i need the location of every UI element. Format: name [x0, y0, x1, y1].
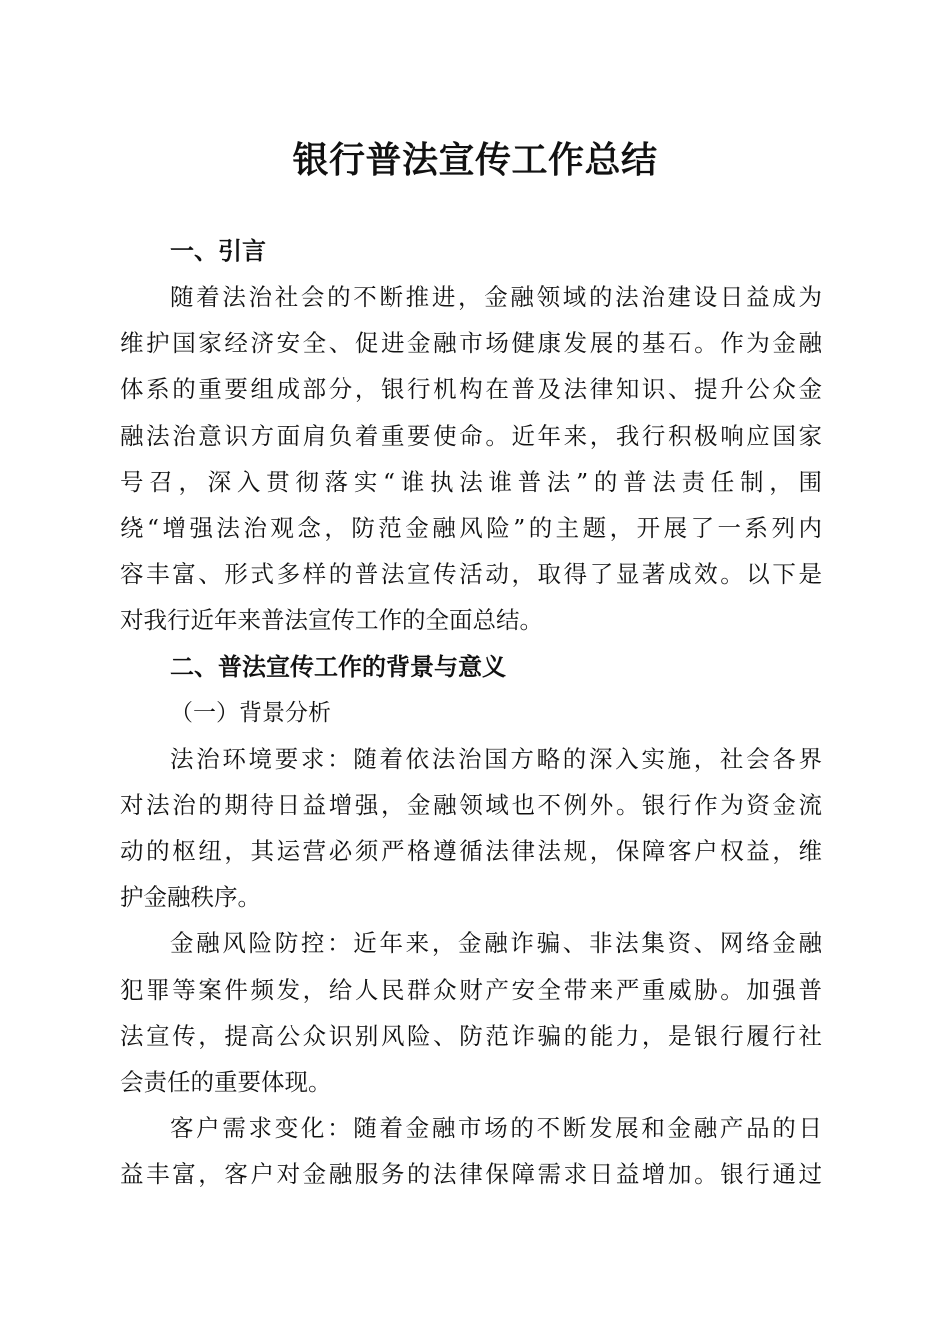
paragraph-line: 益丰富，客户对金融服务的法律保障需求日益增加。银行通过: [120, 1160, 822, 1189]
subsection-heading-analysis: （一）背景分析: [170, 699, 331, 726]
paragraph-line: 对我行近年来普法宣传工作的全面总结。: [120, 606, 543, 635]
section-heading-background: 二、普法宣传工作的背景与意义: [170, 652, 506, 681]
paragraph-law-environment: [120, 736, 822, 921]
paragraph-line: 融法治意识方面肩负着重要使命。近年来，我行积极响应国家: [120, 421, 822, 450]
paragraph-intro: [120, 274, 822, 644]
paragraph-line: 绕“增强法治观念，防范金融风险”的主题，开展了一系列内: [120, 514, 822, 543]
paragraph-line: 对法治的期待日益增强，金融领域也不例外。银行作为资金流: [120, 790, 822, 819]
paragraph-line: 动的枢纽，其运营必须严格遵循法律法规，保障客户权益，维: [120, 837, 822, 866]
paragraph-line: 随着法治社会的不断推进，金融领域的法治建设日益成为: [170, 283, 822, 311]
paragraph-line: 体系的重要组成部分，银行机构在普及法律知识、提升公众金: [120, 375, 822, 404]
paragraph-risk-control: [120, 920, 822, 1105]
paragraph-line: 容丰富、形式多样的普法宣传活动，取得了显著成效。以下是: [120, 560, 822, 589]
paragraph-line: 维护国家经济安全、促进金融市场健康发展的基石。作为金融: [120, 329, 822, 358]
document-title: 银行普法宣传工作总结: [292, 139, 658, 181]
paragraph-line: 客户需求变化：随着金融市场的不断发展和金融产品的日: [170, 1114, 822, 1143]
paragraph-line: 法宣传，提高公众识别风险、防范诈骗的能力，是银行履行社: [120, 1021, 822, 1050]
section-heading-intro: 一、引言: [170, 237, 266, 265]
paragraph-line: 法治环境要求：随着依法治国方略的深入实施，社会各界: [170, 744, 822, 773]
paragraph-customer-demand: [120, 1105, 822, 1197]
paragraph-line: 护金融秩序。: [120, 883, 261, 912]
paragraph-line: 金融风险防控：近年来，金融诈骗、非法集资、网络金融: [170, 929, 822, 958]
document-body: [120, 228, 822, 1198]
paragraph-line: 犯罪等案件频发，给人民群众财产安全带来严重威胁。加强普: [120, 975, 822, 1004]
paragraph-line: 会责任的重要体现。: [120, 1068, 332, 1097]
paragraph-line: 号召，深入贯彻落实“谁执法谁普法”的普法责任制，围: [120, 467, 822, 496]
